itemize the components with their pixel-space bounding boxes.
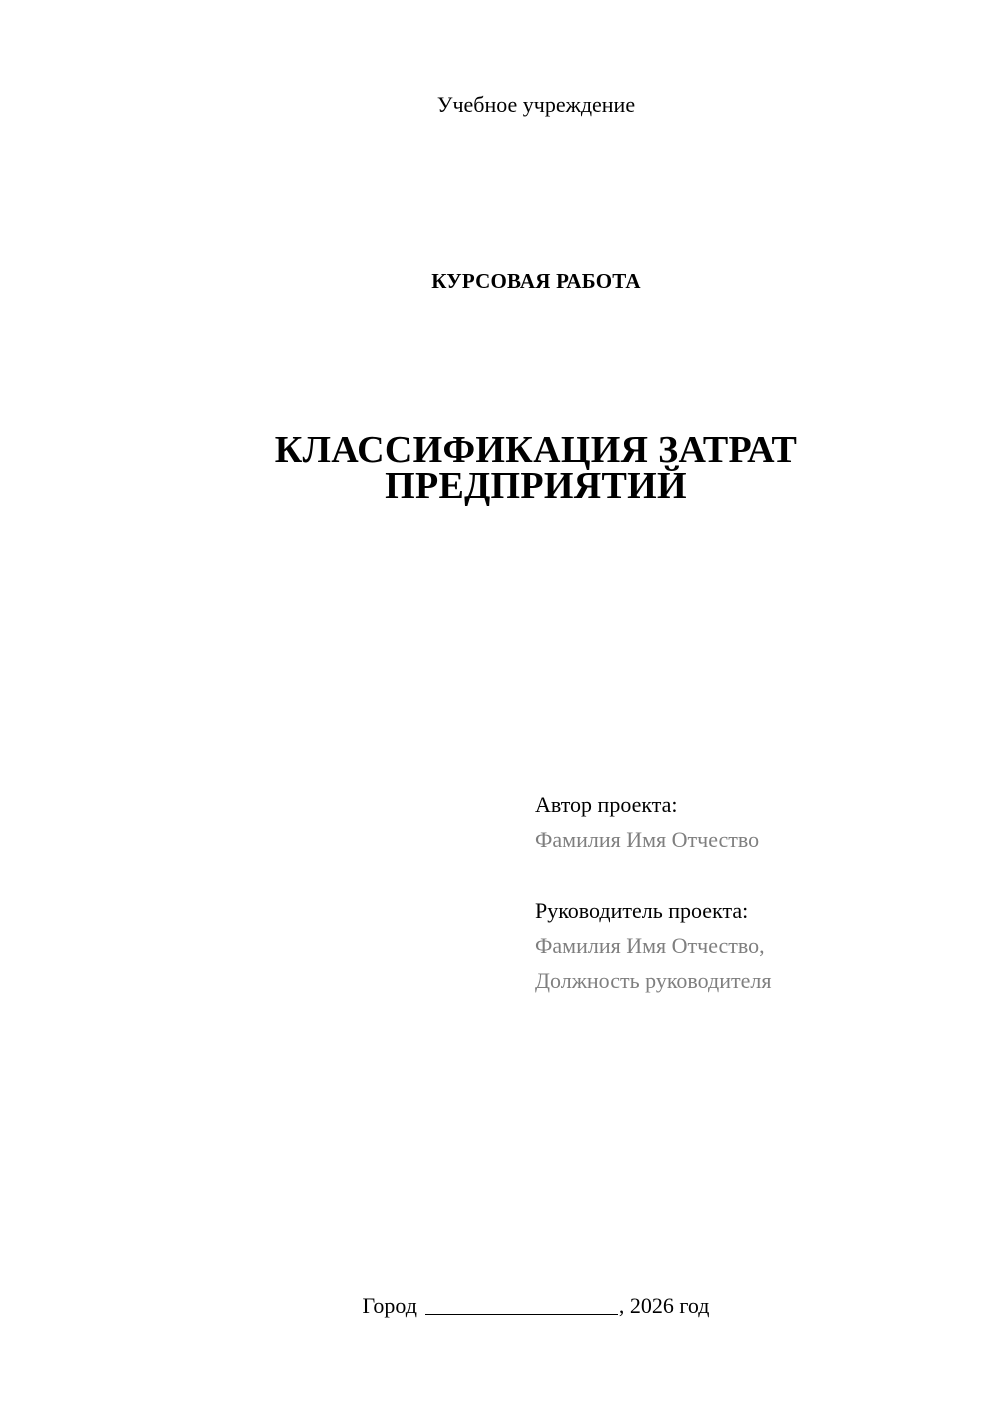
supervisor-name: Фамилия Имя Отчество, [535,933,765,958]
credits-spacer [535,857,975,893]
supervisor-position: Должность руководителя [535,968,772,993]
author-name: Фамилия Имя Отчество [535,827,760,852]
author-label: Автор проекта: [535,792,678,817]
title-line-2: ПРЕДПРИЯТИЙ [385,465,687,507]
city-label: Город [362,1293,417,1318]
institution-name: Учебное учреждение [436,92,636,117]
work-type-heading: КУРСОВАЯ РАБОТА [431,269,641,293]
year-text: , 2026 год [618,1293,710,1318]
city-year-line [0,1290,1000,1321]
document-title [200,429,872,507]
supervisor-label: Руководитель проекта: [535,898,749,923]
title-line-1: КЛАССИФИКАЦИЯ ЗАТРАТ [274,429,798,471]
city-blank-underline [425,1292,618,1315]
credits-block [535,787,975,998]
